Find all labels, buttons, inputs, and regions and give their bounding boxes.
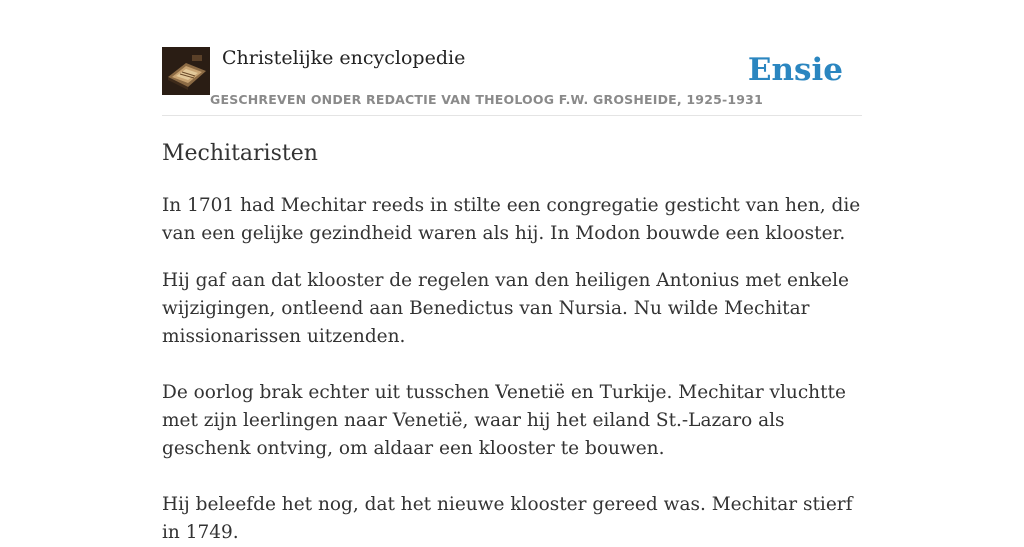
ensie-logo-link[interactable]: Ensie — [747, 52, 843, 88]
article-paragraph-3: De oorlog brak echter uit tusschen Venetië en Turkije. Mechitar vluchtte met zijn leerlingen naar Venetië, waar hij het eiland St.-Lazaro als geschenk ontving, om aldaar een klooster te bouwen. — [162, 382, 846, 459]
article-paragraph-4: Hij beleefde het nog, dat het nieuwe klooster gereed was. Mechitar stierf in 1749. — [162, 494, 853, 543]
article-title: Mechitaristen — [162, 141, 318, 166]
site-subtitle: GESCHREVEN ONDER REDACTIE VAN THEOLOOG F.W. GROSHEIDE, 1925-1931 — [210, 92, 763, 107]
article-content — [162, 137, 864, 547]
article-paragraph-1: In 1701 had Mechitar reeds in stilte een congregatie gesticht van hen, die van een gelijke gezindheid waren als hij. In Modon bouwde een klooster. — [162, 195, 861, 244]
encyclopedia-avatar-image[interactable] — [162, 47, 210, 95]
site-header — [162, 46, 862, 116]
site-title[interactable]: Christelijke encyclopedie — [222, 47, 466, 69]
article-paragraph-2: Hij gaf aan dat klooster de regelen van den heiligen Antonius met enkele wijzigingen, ontleend aan Benedictus van Nursia. Nu wilde Mechitar missionarissen uitzenden. — [162, 270, 849, 347]
book-photo-icon — [162, 47, 210, 95]
